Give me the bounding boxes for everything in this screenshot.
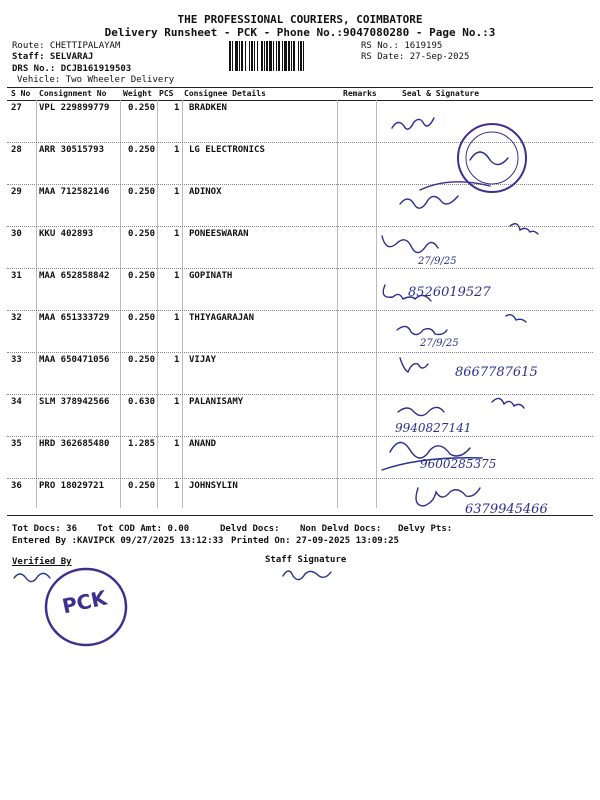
row-consignment: SLM 378942566 bbox=[39, 397, 110, 407]
row-pcs: 1 bbox=[174, 397, 180, 407]
row-pcs: 1 bbox=[174, 187, 180, 197]
row-sno: 29 bbox=[11, 187, 22, 197]
handwritten-phone: 6379945466 bbox=[465, 502, 548, 517]
row-weight: 0.250 bbox=[128, 229, 156, 239]
col-weight: Weight bbox=[123, 89, 152, 98]
col-pcs: PCS bbox=[159, 89, 174, 98]
row-consignment: MAA 712582146 bbox=[39, 187, 110, 197]
row-sno: 33 bbox=[11, 355, 22, 365]
row-sno: 36 bbox=[11, 481, 22, 491]
row-weight: 1.285 bbox=[128, 439, 156, 449]
row-consignment: ARR 30515793 bbox=[39, 145, 105, 155]
row-consignee: VIJAY bbox=[189, 355, 217, 365]
drs-label: DRS No.: DCJB161919503 bbox=[12, 64, 132, 74]
row-consignment: MAA 652858842 bbox=[39, 271, 110, 281]
row-sno: 32 bbox=[11, 313, 22, 323]
vehicle-label: Vehicle: Two Wheeler Delivery bbox=[17, 75, 175, 85]
row-pcs: 1 bbox=[174, 355, 180, 365]
signature-stroke bbox=[510, 224, 538, 234]
row-consignee: ANAND bbox=[189, 439, 217, 449]
runsheet-subtitle: Delivery Runsheet - PCK - Phone No.:9047080280 - Page No.:3 bbox=[104, 26, 496, 39]
staff-signature-stroke bbox=[283, 571, 331, 580]
row-consignee: PALANISAMY bbox=[189, 397, 244, 407]
row-consignment: MAA 651333729 bbox=[39, 313, 110, 323]
signature-stroke bbox=[390, 442, 470, 458]
company-title: THE PROFESSIONAL COURIERS, COIMBATORE bbox=[177, 13, 423, 26]
row-weight: 0.250 bbox=[128, 355, 156, 365]
row-weight: 0.250 bbox=[128, 481, 156, 491]
staff-label: Staff: SELVARAJ bbox=[12, 52, 94, 62]
handwritten-phone: 8526019527 bbox=[408, 285, 491, 300]
signature-stroke bbox=[400, 196, 458, 208]
row-consignee: LG ELECTRONICS bbox=[189, 145, 265, 155]
handwritten-phone: 8667787615 bbox=[455, 365, 538, 380]
company-seal-inner bbox=[466, 132, 518, 184]
col-seal-signature: Seal & Signature bbox=[402, 89, 480, 98]
row-pcs: 1 bbox=[174, 313, 180, 323]
handwritten-phone: 9600285375 bbox=[420, 457, 497, 471]
signature-stroke bbox=[492, 398, 524, 408]
row-pcs: 1 bbox=[174, 229, 180, 239]
rs-number: RS No.: 1619195 bbox=[361, 41, 443, 51]
signature-stroke bbox=[397, 326, 447, 334]
row-consignment: PRO 18029721 bbox=[39, 481, 105, 491]
signature-stroke bbox=[392, 118, 434, 129]
entered-by: Entered By :KAVIPCK 09/27/2025 13:12:33 bbox=[12, 536, 224, 546]
delivery-points: Delvy Pts: bbox=[398, 524, 453, 534]
row-consignee: GOPINATH bbox=[189, 271, 233, 281]
row-pcs: 1 bbox=[174, 103, 180, 113]
row-consignee: THIYAGARAJAN bbox=[189, 313, 255, 323]
route-label: Route: CHETTIPALAYAM bbox=[12, 41, 121, 51]
row-weight: 0.250 bbox=[128, 103, 156, 113]
handwritten-date: 27/9/25 bbox=[420, 338, 459, 349]
signature-stroke bbox=[382, 236, 438, 253]
row-weight: 0.250 bbox=[128, 145, 156, 155]
row-consignment: MAA 650471056 bbox=[39, 355, 110, 365]
row-sno: 31 bbox=[11, 271, 22, 281]
delivered-docs: Delvd Docs: bbox=[220, 524, 280, 534]
row-consignment: VPL 229899779 bbox=[39, 103, 110, 113]
verified-by-label: Verified By bbox=[12, 557, 72, 567]
row-sno: 30 bbox=[11, 229, 22, 239]
col-consignment: Consignment No bbox=[39, 89, 107, 98]
row-weight: 0.630 bbox=[128, 397, 156, 407]
row-sno: 34 bbox=[11, 397, 22, 407]
row-consignment: KKU 402893 bbox=[39, 229, 94, 239]
signature-stroke bbox=[400, 358, 428, 372]
rs-date: RS Date: 27-Sep-2025 bbox=[361, 52, 470, 62]
signature-stroke bbox=[398, 407, 444, 415]
non-delivered-docs: Non Delvd Docs: bbox=[300, 524, 382, 534]
row-weight: 0.250 bbox=[128, 187, 156, 197]
total-cod: Tot COD Amt: 0.00 bbox=[97, 524, 190, 534]
signature-stroke bbox=[470, 152, 508, 165]
col-consignee: Consignee Details bbox=[184, 89, 266, 98]
row-consignee: BRADKEN bbox=[189, 103, 227, 113]
row-sno: 27 bbox=[11, 103, 22, 113]
row-pcs: 1 bbox=[174, 271, 180, 281]
printed-on: Printed On: 27-09-2025 13:09:25 bbox=[231, 536, 399, 546]
row-sno: 28 bbox=[11, 145, 22, 155]
row-weight: 0.250 bbox=[128, 313, 156, 323]
col-sno: S No bbox=[11, 89, 31, 98]
staff-signature-label: Staff Signature bbox=[265, 555, 347, 565]
row-weight: 0.250 bbox=[128, 271, 156, 281]
row-pcs: 1 bbox=[174, 439, 180, 449]
row-consignee: PONEESWARAN bbox=[189, 229, 249, 239]
row-pcs: 1 bbox=[174, 145, 180, 155]
verified-signature-stroke bbox=[14, 573, 50, 581]
signature-stroke bbox=[506, 315, 526, 322]
row-pcs: 1 bbox=[174, 481, 180, 491]
total-docs: Tot Docs: 36 bbox=[12, 524, 78, 534]
row-consignment: HRD 362685480 bbox=[39, 439, 110, 449]
pck-stamp-text: PCK bbox=[59, 585, 109, 619]
handwritten-phone: 9940827141 bbox=[395, 421, 472, 435]
row-consignee: ADINOX bbox=[189, 187, 222, 197]
handwritten-date: 27/9/25 bbox=[418, 256, 457, 267]
row-consignee: JOHNSYLIN bbox=[189, 481, 238, 491]
row-sno: 35 bbox=[11, 439, 22, 449]
col-remarks: Remarks bbox=[343, 89, 377, 98]
